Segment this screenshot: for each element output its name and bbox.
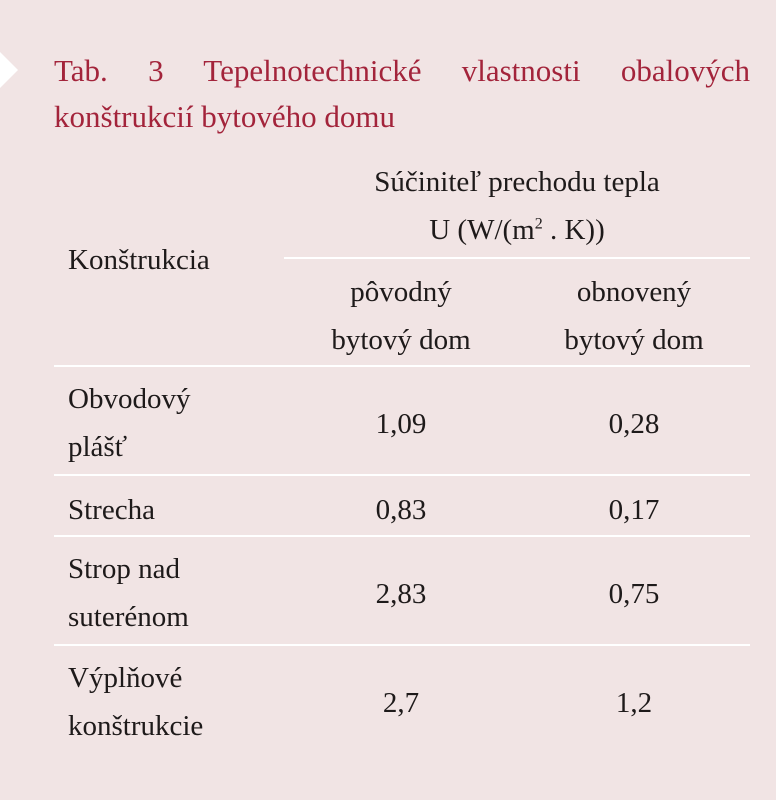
column-header-renewed-line-2: bytový dom (564, 324, 704, 356)
corner-marker-icon (0, 52, 18, 88)
value-renewed: 0,17 (608, 494, 660, 526)
caption-line-2: konštrukcií bytového domu (54, 99, 395, 134)
row-label-line-2: plášť (68, 431, 128, 463)
column-header-original-line-1: pôvodný (350, 276, 452, 308)
row-label-line-2: suterénom (68, 601, 189, 633)
column-header-renewed-line-1: obnovený (576, 276, 692, 308)
unit-suffix: . K)) (542, 214, 605, 246)
value-original: 2,83 (375, 578, 427, 610)
row-divider (54, 535, 750, 537)
row-label-line-1: Výplňové (68, 662, 183, 694)
value-renewed: 0,28 (608, 408, 660, 440)
row-divider (54, 474, 750, 476)
row-header-label: Konštrukcia (68, 244, 210, 276)
unit-prefix: U (W/(m (429, 214, 535, 246)
group-header-line-2 (284, 206, 750, 254)
value-renewed: 1,2 (615, 687, 653, 719)
unit-superscript: 2 (534, 215, 543, 233)
table-caption (54, 48, 750, 140)
value-original: 1,09 (375, 408, 427, 440)
row-label-line-1: Strecha (68, 494, 155, 526)
value-renewed: 0,75 (608, 578, 660, 610)
row-divider (54, 644, 750, 646)
row-label-line-1: Strop nad (68, 553, 180, 585)
row-label-line-2: konštrukcie (68, 710, 204, 742)
header-divider (54, 365, 750, 367)
column-header-original-line-2: bytový dom (331, 324, 471, 356)
value-original: 0,83 (375, 494, 427, 526)
row-label-line-1: Obvodový (68, 383, 191, 415)
group-header-line-1: Súčiniteľ prechodu tepla (374, 166, 660, 198)
caption-line-1: Tab. 3 Tepelnotechnické vlastnosti obalových (54, 53, 750, 88)
value-original: 2,7 (382, 687, 420, 719)
group-header-divider (284, 257, 750, 259)
